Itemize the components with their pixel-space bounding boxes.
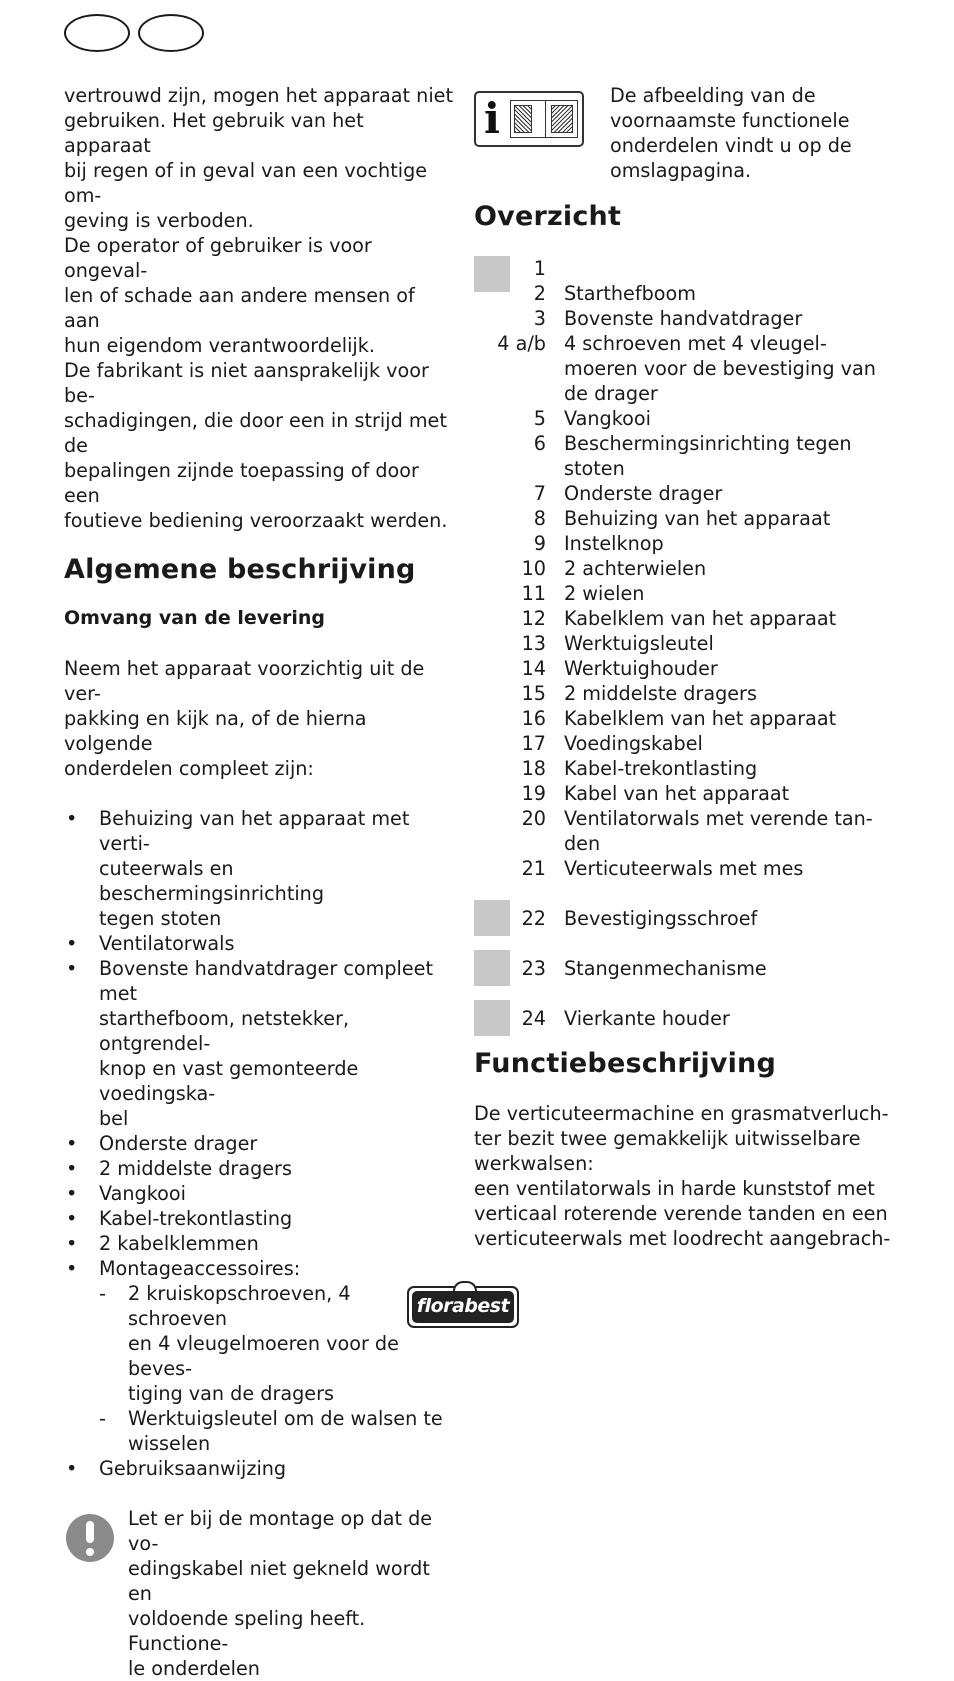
overview-number: 7 — [533, 482, 546, 505]
overview-label: Stangenmechanisme — [564, 957, 767, 980]
overview-row — [474, 556, 894, 581]
overview-number: 14 — [521, 657, 546, 680]
language-oval-icon — [64, 14, 130, 52]
list-item-line: Vangkooi — [99, 1182, 186, 1205]
notice-line: edingskabel niet gekneld wordt en — [128, 1557, 430, 1605]
function-line: De verticuteermachine en grasmatverluch- — [474, 1102, 889, 1125]
info-line: onderdelen vindt u op de — [610, 134, 852, 157]
list-item-line: Bovenste handvatdrager compleet met — [99, 957, 433, 1005]
intro-line: schadigingen, die door een in strijd met de — [64, 409, 447, 457]
intro-line: bepalingen zijnde toepassing of door een — [64, 459, 419, 507]
overview-label — [564, 606, 894, 631]
overview-label-line: Kabelklem van het apparaat — [564, 707, 837, 730]
overview-label — [564, 406, 894, 431]
notice-text — [128, 1506, 454, 1681]
overview-number: 16 — [521, 707, 546, 730]
intro-line: len of schade aan andere mensen of aan — [64, 284, 415, 332]
overview-number: 13 — [521, 632, 546, 655]
overview-label — [564, 856, 894, 881]
language-marker — [64, 14, 204, 52]
list-item-line: bel — [99, 1107, 129, 1130]
info-line: voornaamste functionele — [610, 109, 850, 132]
overview-row — [474, 731, 894, 756]
overview-number: 18 — [521, 757, 546, 780]
accessory-sublist — [99, 1281, 454, 1456]
intro-line: De operator of gebruiker is voor ongeval- — [64, 234, 372, 282]
intro-line: hun eigendom verantwoordelijk. — [64, 334, 375, 357]
overview-number: 1 — [533, 257, 546, 280]
florabest-logo — [407, 1286, 519, 1328]
overview-label — [564, 706, 894, 731]
function-text — [474, 1101, 894, 1251]
overview-number: 12 — [521, 607, 546, 630]
overview-row — [474, 756, 894, 781]
function-line: verticaal roterende verende tanden en een — [474, 1202, 888, 1225]
list-item — [64, 931, 454, 956]
list-item-line: 2 middelste dragers — [99, 1157, 292, 1180]
overview-label-line: moeren voor de bevestiging van — [564, 357, 876, 380]
overview-row — [474, 631, 894, 656]
grey-marker-icon — [474, 900, 510, 936]
overview-number: 20 — [521, 807, 546, 830]
overview-label-line: Bovenste handvatdrager — [564, 307, 803, 330]
overview-row — [474, 431, 894, 481]
overview-number: 22 — [521, 907, 546, 930]
overview-label — [564, 731, 894, 756]
intro-paragraph — [64, 233, 454, 358]
intro-line: foutieve bediening veroorzaakt werden. — [64, 509, 448, 532]
list-item-line: Kabel-trekontlasting — [99, 1207, 293, 1230]
overview-number: 23 — [521, 957, 546, 980]
overview-row — [474, 706, 894, 731]
list-item — [64, 806, 454, 931]
exclamation-icon — [66, 1514, 114, 1562]
list-item-line: knop en vast gemonteerde voedingska- — [99, 1057, 359, 1105]
intro-paragraph — [64, 83, 454, 233]
list-item-line: Behuizing van het apparaat met verti- — [99, 807, 410, 855]
overview-label-line: de drager — [564, 382, 658, 405]
overview-number: 15 — [521, 682, 546, 705]
overview-row — [474, 331, 894, 406]
overview-row — [474, 956, 894, 981]
delivery-intro-line: Neem het apparaat voorzichtig uit de ver- — [64, 657, 425, 705]
sub-list-item-line: en 4 vleugelmoeren voor de beves- — [128, 1332, 399, 1380]
overview-label: Bevestigingsschroef — [564, 907, 758, 930]
grey-marker-icon — [474, 1000, 510, 1036]
list-item-line: 2 kabelklemmen — [99, 1232, 259, 1255]
list-item — [64, 1456, 454, 1481]
sub-list-item-line: Werktuigsleutel om de walsen te — [128, 1407, 443, 1430]
overview-number: 11 — [521, 582, 546, 605]
logo-text: florabest — [416, 1295, 510, 1317]
intro-line: De fabrikant is niet aansprakelijk voor be- — [64, 359, 429, 407]
intro-paragraph — [64, 358, 454, 533]
overview-label-line: Verticuteerwals met mes — [564, 857, 804, 880]
sub-list-item-line: wisselen — [128, 1432, 211, 1455]
overview-number: 6 — [533, 432, 546, 455]
overview-row — [474, 256, 894, 281]
list-item-line: Montageaccessoires: — [99, 1257, 301, 1280]
grey-marker-icon — [474, 950, 510, 986]
overview-label-line: Kabel van het apparaat — [564, 782, 790, 805]
overview-row — [474, 806, 894, 856]
delivery-intro — [64, 656, 454, 781]
overview-row — [474, 1006, 894, 1031]
list-item — [64, 956, 454, 1131]
delivery-list — [64, 806, 454, 1281]
right-column — [474, 83, 894, 1251]
info-line: De afbeelding van de — [610, 84, 816, 107]
overview-label-line: Instelknop — [564, 532, 664, 555]
list-item-line: starthefboom, netstekker, ontgrendel- — [99, 1007, 350, 1055]
overview-label-line: Werktuighouder — [564, 657, 718, 680]
overview-label — [564, 506, 894, 531]
overview-row — [474, 281, 894, 306]
overview-number: 9 — [533, 532, 546, 555]
overview-row — [474, 481, 894, 506]
overview-row — [474, 581, 894, 606]
overview-row — [474, 856, 894, 881]
overview-label — [564, 281, 894, 306]
list-item — [64, 1206, 454, 1231]
list-item — [64, 1231, 454, 1256]
overview-row — [474, 606, 894, 631]
overview-label-line: Vangkooi — [564, 407, 651, 430]
sub-list-item-line: tiging van de dragers — [128, 1382, 334, 1405]
overview-row — [474, 656, 894, 681]
overview-label — [564, 681, 894, 706]
overview-label — [564, 781, 894, 806]
overview-label: Vierkante houder — [564, 1007, 730, 1030]
info-manual-icon: i — [474, 91, 584, 147]
list-item-line: Gebruiksaanwijzing — [99, 1457, 287, 1480]
overview-list — [474, 256, 894, 881]
function-paragraph — [474, 1101, 894, 1176]
delivery-list-end — [64, 1456, 454, 1481]
intro-line: vertrouwd zijn, mogen het apparaat niet — [64, 84, 453, 107]
function-line: verticuteerwals met loodrecht aangebrach- — [474, 1227, 891, 1250]
function-line: werkwalsen: — [474, 1152, 594, 1175]
overview-number: 5 — [533, 407, 546, 430]
intro-line: geving is verboden. — [64, 209, 254, 232]
intro-line: bij regen of in geval van een vochtige om- — [64, 159, 428, 207]
notice-line: Let er bij de montage op dat de vo- — [128, 1507, 433, 1555]
section-title-overzicht: Overzicht — [474, 201, 622, 232]
overview-number: 4 a/b — [497, 332, 546, 355]
overview-number: 19 — [521, 782, 546, 805]
overview-label — [564, 556, 894, 581]
overview-number: 2 — [533, 282, 546, 305]
overview-label — [564, 581, 894, 606]
overview-label-line: Beschermingsinrichting tegen — [564, 432, 852, 455]
overview-row — [474, 681, 894, 706]
overview-label-line: Ventilatorwals met verende tan- — [564, 807, 873, 830]
notice-line: le onderdelen — [128, 1657, 260, 1680]
overview-label-line: stoten — [564, 457, 625, 480]
intro-line: gebruiken. Het gebruik van het apparaat — [64, 109, 364, 157]
subsection-title-omvang: Omvang van de levering — [64, 607, 326, 629]
delivery-intro-line: pakking en kijk na, of de hierna volgende — [64, 707, 367, 755]
function-line: een ventilatorwals in harde kunststof met — [474, 1177, 875, 1200]
overview-label-line: Voedingskabel — [564, 732, 703, 755]
info-line: omslagpagina. — [610, 159, 752, 182]
function-paragraph — [474, 1176, 894, 1251]
delivery-intro-line: onderdelen compleet zijn: — [64, 757, 314, 780]
overview-label — [564, 631, 894, 656]
left-column — [64, 83, 454, 1681]
overview-number: 3 — [533, 307, 546, 330]
overview-label — [564, 531, 894, 556]
overview-label-line: Werktuigsleutel — [564, 632, 714, 655]
overview-label-line: den — [564, 832, 601, 855]
overview-number: 24 — [521, 1007, 546, 1030]
sub-list-item — [99, 1281, 454, 1406]
list-item-line: Ventilatorwals — [99, 932, 235, 955]
section-title-algemene-beschrijving: Algemene beschrijving — [64, 554, 416, 585]
overview-label — [564, 431, 894, 481]
language-oval-icon — [138, 14, 204, 52]
overview-label-line: Kabel-trekontlasting — [564, 757, 758, 780]
sub-list-item-line: 2 kruiskopschroeven, 4 schroeven — [128, 1282, 351, 1330]
notice-line: voldoende speling heeft. Functione- — [128, 1607, 366, 1655]
overview-row — [474, 306, 894, 331]
overview-label-line: 4 schroeven met 4 vleugel- — [564, 332, 827, 355]
overview-label-line: Kabelklem van het apparaat — [564, 607, 837, 630]
overview-row — [474, 406, 894, 431]
list-item-line: tegen stoten — [99, 907, 222, 930]
section-title-functiebeschrijving: Functiebeschrijving — [474, 1048, 776, 1079]
list-item — [64, 1131, 454, 1156]
overview-label — [564, 756, 894, 781]
intro-text — [64, 83, 454, 533]
list-item — [64, 1256, 454, 1281]
list-item-line: Onderste drager — [99, 1132, 258, 1155]
overview-label-line: 2 middelste dragers — [564, 682, 757, 705]
overview-number: 21 — [521, 857, 546, 880]
overview-number: 17 — [521, 732, 546, 755]
overview-label — [564, 306, 894, 331]
overview-label-line: Onderste drager — [564, 482, 723, 505]
overview-label-line: 2 wielen — [564, 582, 645, 605]
list-item — [64, 1156, 454, 1181]
list-item-line: cuteerwals en beschermingsinrichting — [99, 857, 325, 905]
overview-row — [474, 906, 894, 931]
overview-label — [564, 656, 894, 681]
sub-list-item — [99, 1406, 454, 1456]
overview-row — [474, 531, 894, 556]
overview-label — [564, 331, 894, 406]
overview-label — [564, 481, 894, 506]
overview-number: 8 — [533, 507, 546, 530]
list-item — [64, 1181, 454, 1206]
overview-label — [564, 256, 894, 281]
overview-extra-list — [474, 906, 894, 1031]
info-text — [610, 83, 900, 183]
overview-number: 10 — [521, 557, 546, 580]
overview-label-line: Behuizing van het apparaat — [564, 507, 831, 530]
overview-label — [564, 806, 894, 856]
overview-label-line: Starthefboom — [564, 282, 696, 305]
overview-row — [474, 781, 894, 806]
notice-box — [64, 1506, 454, 1681]
overview-label-line: 2 achterwielen — [564, 557, 707, 580]
function-line: ter bezit twee gemakkelijk uitwisselbare — [474, 1127, 861, 1150]
overview-row — [474, 506, 894, 531]
info-block — [474, 83, 894, 183]
